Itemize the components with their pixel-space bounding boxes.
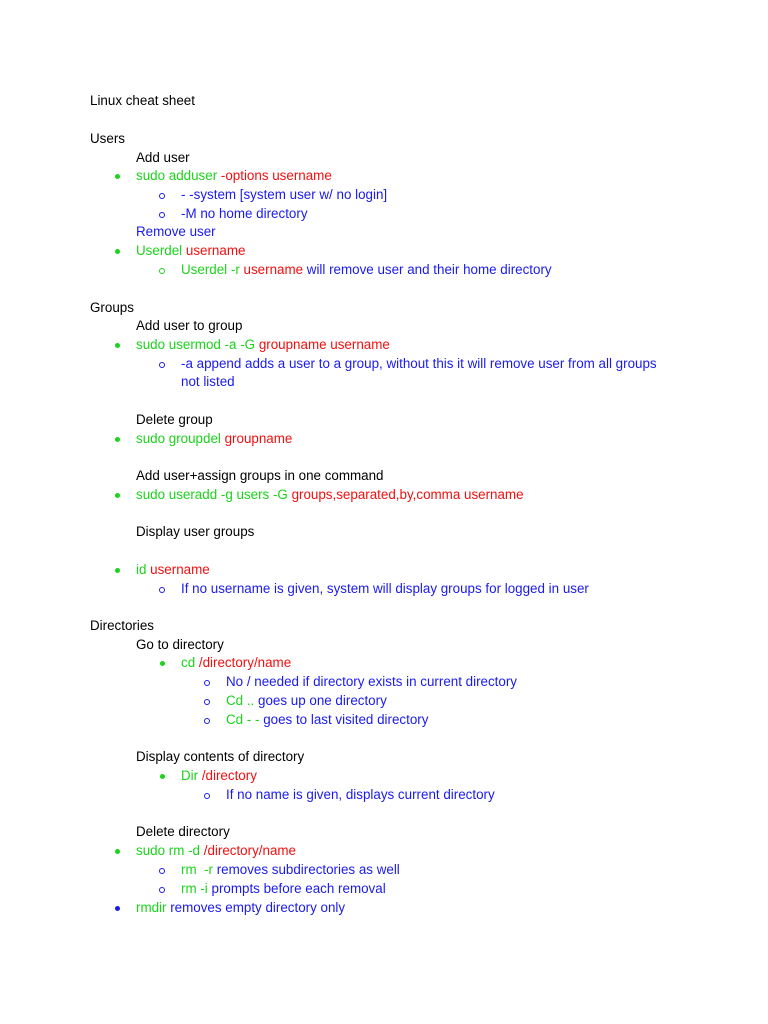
explanation-text: If no username is given, system will display groups for logged in user (181, 581, 589, 596)
command-text: sudo rm -d (136, 843, 204, 858)
bullet-icon (115, 174, 120, 179)
list-item (181, 880, 386, 898)
heading-text: Users (90, 131, 125, 146)
bullet-icon (115, 343, 120, 348)
command-text: Cd - - (226, 712, 264, 727)
command-text: sudo groupdel (136, 431, 225, 446)
bullet-icon (115, 249, 120, 254)
section-heading (90, 617, 154, 635)
bullet-icon (115, 849, 120, 854)
circle-bullet-icon (159, 212, 165, 218)
argument-text: username (243, 262, 307, 277)
command-text: Cd .. (226, 693, 258, 708)
list-item (181, 767, 257, 785)
bullet-icon (160, 661, 165, 666)
argument-text: groupname username (258, 337, 390, 352)
command-text: sudo usermod -a -G (136, 337, 259, 352)
argument-text: /directory/name (203, 843, 297, 858)
heading-text: Delete directory (136, 824, 230, 839)
command-text: cd (181, 655, 199, 670)
argument-text: groups,separated,by,comma username (291, 487, 524, 502)
explanation-text: No / needed if directory exists in current directory (226, 674, 517, 689)
list-item (181, 186, 387, 204)
text-line (136, 823, 230, 841)
command-text: Userdel (136, 243, 186, 258)
list-item (181, 861, 400, 879)
argument-text: /directory/name (198, 655, 292, 670)
heading-text: Delete group (136, 412, 213, 427)
heading-text: Groups (90, 300, 134, 315)
command-text: id (136, 562, 151, 577)
text-line (136, 748, 304, 766)
explanation-text: prompts before each removal (211, 881, 386, 896)
list-item (136, 842, 296, 860)
bullet-icon (115, 493, 120, 498)
circle-bullet-icon (204, 680, 210, 686)
command-text: Dir (181, 768, 202, 783)
list-item (181, 355, 657, 373)
section-heading (90, 92, 195, 110)
heading-text: Directories (90, 618, 154, 633)
list-item (226, 786, 495, 804)
text-line (136, 223, 216, 241)
heading-text: Display user groups (136, 524, 255, 539)
argument-text: username (185, 243, 246, 258)
circle-bullet-icon (204, 718, 210, 724)
text-line (136, 467, 384, 485)
text-line (181, 373, 235, 391)
circle-bullet-icon (159, 193, 165, 199)
command-text: rm -r (181, 862, 217, 877)
list-item (136, 167, 332, 185)
bullet-icon (115, 906, 120, 911)
circle-bullet-icon (159, 362, 165, 368)
circle-bullet-icon (159, 887, 165, 893)
list-item (181, 205, 308, 223)
list-item (181, 580, 589, 598)
circle-bullet-icon (204, 793, 210, 799)
explanation-text: removes empty directory only (170, 900, 346, 915)
argument-text: /directory (201, 768, 257, 783)
heading-text: Add user+assign groups in one command (136, 468, 384, 483)
list-item (226, 692, 387, 710)
list-item (226, 673, 517, 691)
text-line (136, 411, 213, 429)
explanation-text: removes subdirectories as well (216, 862, 400, 877)
text-line (136, 523, 254, 541)
argument-text: username (150, 562, 210, 577)
text-line (136, 149, 190, 167)
explanation-text: -a append adds a user to a group, without this it will remove user from all groups (181, 356, 657, 371)
explanation-text: -M no home directory (181, 206, 308, 221)
explanation-text: If no name is given, displays current directory (226, 787, 495, 802)
argument-text: -options username (220, 168, 332, 183)
circle-bullet-icon (159, 868, 165, 874)
list-item (181, 261, 552, 279)
circle-bullet-icon (159, 268, 165, 274)
text-line (136, 317, 242, 335)
heading-text: Add user (136, 150, 190, 165)
command-text: rm -i (181, 881, 212, 896)
command-text: rmdir (136, 900, 171, 915)
command-text: sudo adduser (136, 168, 221, 183)
list-item (136, 336, 390, 354)
list-item (136, 899, 345, 917)
bullet-icon (115, 568, 120, 573)
section-heading (90, 299, 134, 317)
heading-text: Linux cheat sheet (90, 93, 195, 108)
list-item (136, 486, 524, 504)
command-text: Userdel -r (181, 262, 244, 277)
section-heading (90, 130, 125, 148)
circle-bullet-icon (204, 699, 210, 705)
bullet-icon (115, 437, 120, 442)
text-line (136, 636, 224, 654)
command-text: sudo useradd -g users -G (136, 487, 292, 502)
argument-text: groupname (224, 431, 293, 446)
explanation-text: - -system [system user w/ no login] (181, 187, 388, 202)
list-item (136, 242, 245, 260)
list-item (136, 561, 210, 579)
explanation-text: will remove user and their home directory (306, 262, 552, 277)
heading-text: Add user to group (136, 318, 243, 333)
explanation-text: goes up one directory (258, 693, 387, 708)
list-item (181, 654, 291, 672)
heading-text: Display contents of directory (136, 749, 305, 764)
circle-bullet-icon (159, 587, 165, 593)
list-item (136, 430, 292, 448)
explanation-text: Remove user (136, 224, 216, 239)
heading-text: Go to directory (136, 637, 224, 652)
explanation-text: not listed (181, 374, 235, 389)
bullet-icon (160, 774, 165, 779)
list-item (226, 711, 428, 729)
explanation-text: goes to last visited directory (263, 712, 429, 727)
